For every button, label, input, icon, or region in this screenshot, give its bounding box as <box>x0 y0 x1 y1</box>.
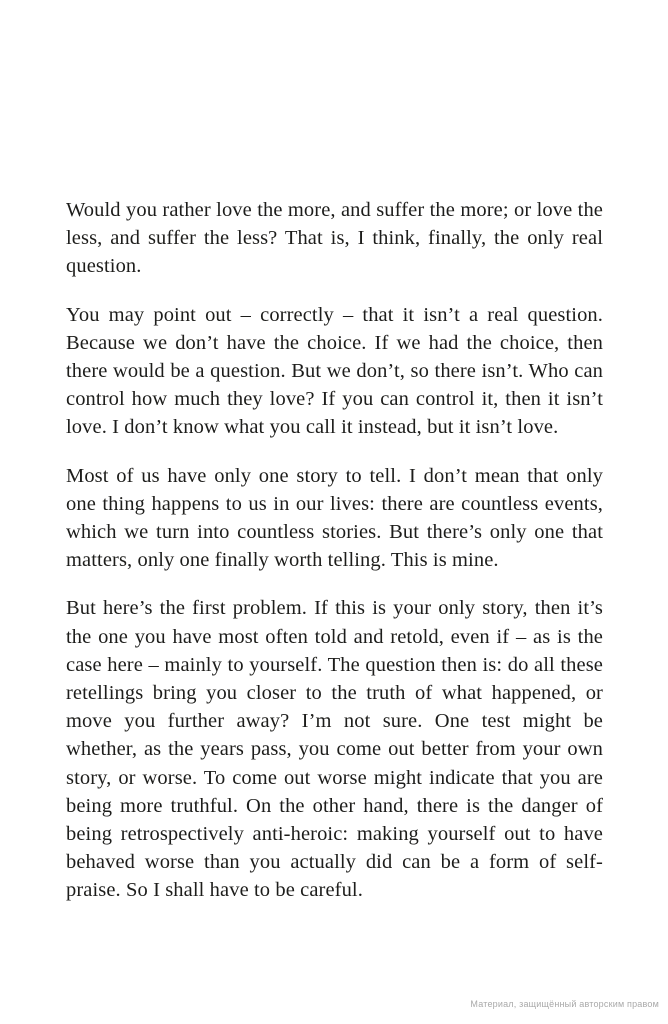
paragraph-2: You may point out – correctly – that it isn’t a real question. Because we don’t have the choice. If we had the choice, then there would be a question. But we don’t, so there isn’t. Who can control how much they love? If you can control it, then it isn’t love. I don’t know what you call it instead, but it isn’t love. <box>66 303 603 439</box>
paragraph-1: Would you rather love the more, and suffer the more; or love the less, and suffer the less? That is, I think, finally, the only real question. <box>66 199 603 278</box>
body-text <box>66 196 603 925</box>
copyright-watermark: Материал, защищённый авторским правом <box>470 999 659 1009</box>
paragraph-3: Most of us have only one story to tell. I don’t mean that only one thing happens to us in our lives: there are countless events, which we turn into countless stories. But there’s only one that matters, only one finally worth telling. This is mine. <box>66 464 603 572</box>
paragraph-4: But here’s the first problem. If this is your only story, then it’s the one you have most often told and retold, even if – as is the case here – mainly to yourself. The question then is: do all these retellings bring you closer to the truth of what happened, or move you further away? I’m not sure. One test might be whether, as the years pass, you come out better from your own story, or worse. To come out worse might indicate that you are being more truthful. On the other hand, there is the danger of being retrospectively anti-heroic: making yourself out to have behaved worse than you actually did can be a form of self-praise. So I shall have to be careful. <box>66 597 603 902</box>
